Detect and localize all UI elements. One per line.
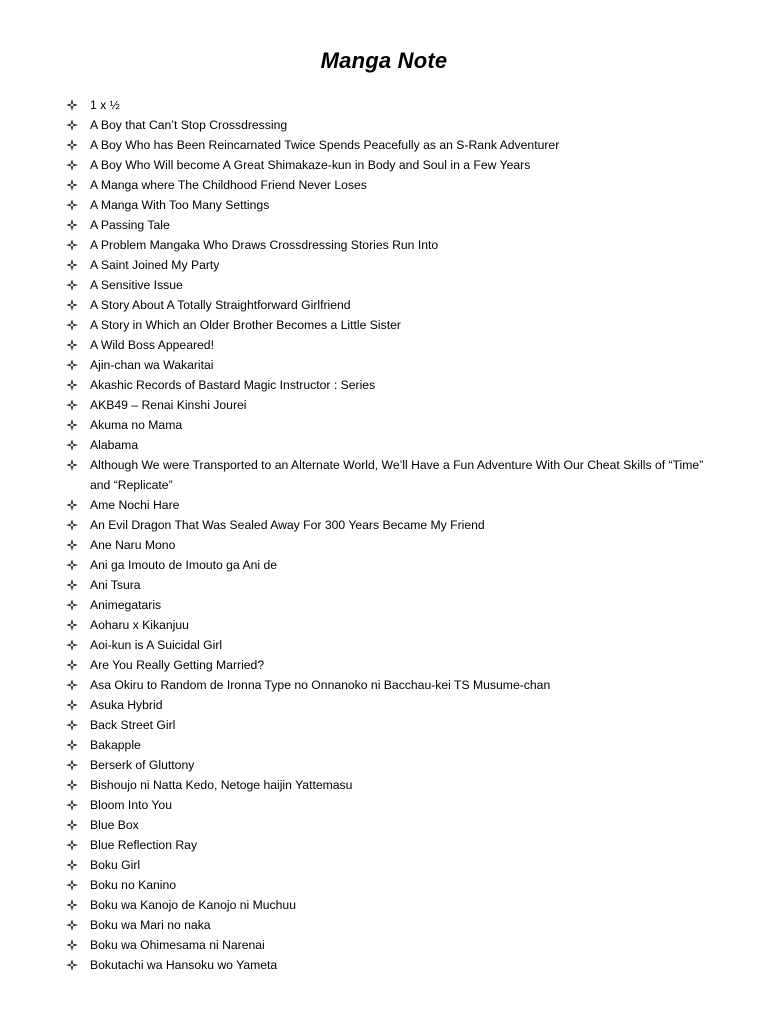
- list-item: [66, 595, 706, 615]
- list-item: [66, 855, 706, 875]
- list-item-text: Bakapple: [90, 738, 141, 752]
- list-item: [66, 415, 706, 435]
- list-item-text: AKB49 – Renai Kinshi Jourei: [90, 398, 247, 412]
- list-item: [66, 735, 706, 755]
- diamond-bullet-icon: [66, 355, 80, 375]
- diamond-bullet-icon: [66, 555, 80, 575]
- diamond-bullet-icon: [66, 235, 80, 255]
- list-item-text: A Sensitive Issue: [90, 278, 183, 292]
- diamond-bullet-icon: [66, 815, 80, 835]
- list-item-text: 1 x ½: [90, 98, 120, 112]
- list-item: [66, 115, 706, 135]
- diamond-bullet-icon: [66, 335, 80, 355]
- list-item: [66, 455, 706, 495]
- list-item: [66, 395, 706, 415]
- diamond-bullet-icon: [66, 655, 80, 675]
- list-item: [66, 875, 706, 895]
- diamond-bullet-icon: [66, 715, 80, 735]
- list-item: [66, 335, 706, 355]
- list-item: [66, 375, 706, 395]
- diamond-bullet-icon: [66, 295, 80, 315]
- list-item-text: Animegataris: [90, 598, 162, 612]
- diamond-bullet-icon: [66, 215, 80, 235]
- diamond-bullet-icon: [66, 595, 80, 615]
- diamond-bullet-icon: [66, 195, 80, 215]
- diamond-bullet-icon: [66, 795, 80, 815]
- diamond-bullet-icon: [66, 535, 80, 555]
- list-item: [66, 295, 706, 315]
- list-item: [66, 95, 706, 115]
- list-item: [66, 795, 706, 815]
- diamond-bullet-icon: [66, 115, 80, 135]
- list-item-text: A Story About A Totally Straightforward Girlfriend: [90, 298, 351, 312]
- list-item-text: Blue Reflection Ray: [90, 838, 198, 852]
- diamond-bullet-icon: [66, 315, 80, 335]
- list-item: [66, 195, 706, 215]
- diamond-bullet-icon: [66, 255, 80, 275]
- diamond-bullet-icon: [66, 495, 80, 515]
- list-item: [66, 835, 706, 855]
- list-item-text: Boku wa Kanojo de Kanojo ni Muchuu: [90, 898, 296, 912]
- list-item: [66, 495, 706, 515]
- list-item-text: A Problem Mangaka Who Draws Crossdressing Stories Run Into: [90, 238, 439, 252]
- diamond-bullet-icon: [66, 755, 80, 775]
- diamond-bullet-icon: [66, 915, 80, 935]
- diamond-bullet-icon: [66, 275, 80, 295]
- list-item-text: Blue Box: [90, 818, 139, 832]
- list-item-text: Asa Okiru to Random de Ironna Type no Onnanoko ni Bacchau-kei TS Musume-chan: [90, 678, 551, 692]
- list-item-text: Back Street Girl: [90, 718, 176, 732]
- list-item-text: A Story in Which an Older Brother Becomes a Little Sister: [90, 318, 401, 332]
- list-item: [66, 695, 706, 715]
- list-item-text: Ame Nochi Hare: [90, 498, 180, 512]
- diamond-bullet-icon: [66, 135, 80, 155]
- list-item-text: Boku Girl: [90, 858, 141, 872]
- list-item: [66, 515, 706, 535]
- diamond-bullet-icon: [66, 835, 80, 855]
- list-item-text: A Boy Who has Been Reincarnated Twice Spends Peacefully as an S-Rank Adventurer: [90, 138, 560, 152]
- diamond-bullet-icon: [66, 435, 80, 455]
- list-item-text: Aoi-kun is A Suicidal Girl: [90, 638, 223, 652]
- list-item: [66, 615, 706, 635]
- list-item-text: Ani Tsura: [90, 578, 141, 592]
- list-item: [66, 255, 706, 275]
- list-item-text: Aoharu x Kikanjuu: [90, 618, 189, 632]
- list-item-text: An Evil Dragon That Was Sealed Away For 300 Years Became My Friend: [90, 518, 485, 532]
- list-item: [66, 935, 706, 955]
- list-item: [66, 235, 706, 255]
- list-item: [66, 155, 706, 175]
- list-item-text: A Manga With Too Many Settings: [90, 198, 270, 212]
- list-item-text: A Boy that Can’t Stop Crossdressing: [90, 118, 288, 132]
- list-item-text: Akashic Records of Bastard Magic Instructor : Series: [90, 378, 376, 392]
- list-item: [66, 135, 706, 155]
- diamond-bullet-icon: [66, 575, 80, 595]
- list-item-text: Although We were Transported to an Alternate World, We’ll Have a Fun Adventure With Our Cheat Skills of “Time” and “Replicate”: [90, 458, 704, 492]
- diamond-bullet-icon: [66, 375, 80, 395]
- list-item-text: A Boy Who Will become A Great Shimakaze-kun in Body and Soul in a Few Years: [90, 158, 531, 172]
- list-item-text: Akuma no Mama: [90, 418, 183, 432]
- list-item: [66, 175, 706, 195]
- list-item-text: Bokutachi wa Hansoku wo Yameta: [90, 958, 278, 972]
- list-item-text: A Passing Tale: [90, 218, 170, 232]
- diamond-bullet-icon: [66, 675, 80, 695]
- diamond-bullet-icon: [66, 95, 80, 115]
- list-item: [66, 635, 706, 655]
- diamond-bullet-icon: [66, 935, 80, 955]
- list-item: [66, 955, 706, 975]
- list-item-text: Berserk of Gluttony: [90, 758, 195, 772]
- diamond-bullet-icon: [66, 855, 80, 875]
- list-item-text: A Wild Boss Appeared!: [90, 338, 214, 352]
- diamond-bullet-icon: [66, 155, 80, 175]
- manga-list: [66, 95, 706, 975]
- diamond-bullet-icon: [66, 695, 80, 715]
- diamond-bullet-icon: [66, 735, 80, 755]
- diamond-bullet-icon: [66, 395, 80, 415]
- diamond-bullet-icon: [66, 615, 80, 635]
- list-item: [66, 355, 706, 375]
- diamond-bullet-icon: [66, 955, 80, 975]
- list-item: [66, 675, 706, 695]
- page-title: Manga Note: [320, 48, 448, 73]
- list-item: [66, 215, 706, 235]
- list-item: [66, 815, 706, 835]
- list-item: [66, 655, 706, 675]
- list-item: [66, 895, 706, 915]
- list-item-text: Boku wa Ohimesama ni Narenai: [90, 938, 265, 952]
- list-item: [66, 575, 706, 595]
- list-item-text: Bishoujo ni Natta Kedo, Netoge haijin Yattemasu: [90, 778, 353, 792]
- diamond-bullet-icon: [66, 875, 80, 895]
- list-item-text: Bloom Into You: [90, 798, 172, 812]
- diamond-bullet-icon: [66, 515, 80, 535]
- list-item-text: Boku no Kanino: [90, 878, 177, 892]
- list-item: [66, 315, 706, 335]
- list-item-text: Asuka Hybrid: [90, 698, 163, 712]
- list-item-text: Alabama: [90, 438, 139, 452]
- diamond-bullet-icon: [66, 415, 80, 435]
- diamond-bullet-icon: [66, 175, 80, 195]
- list-item: [66, 775, 706, 795]
- list-item: [66, 435, 706, 455]
- list-item: [66, 715, 706, 735]
- list-item-text: Ane Naru Mono: [90, 538, 176, 552]
- list-item-text: A Saint Joined My Party: [90, 258, 220, 272]
- list-item-text: Ajin-chan wa Wakaritai: [90, 358, 214, 372]
- list-item: [66, 755, 706, 775]
- list-item-text: Ani ga Imouto de Imouto ga Ani de: [90, 558, 278, 572]
- diamond-bullet-icon: [66, 635, 80, 655]
- diamond-bullet-icon: [66, 455, 80, 475]
- list-item: [66, 275, 706, 295]
- list-item: [66, 915, 706, 935]
- list-item: [66, 535, 706, 555]
- list-item-text: Are You Really Getting Married?: [90, 658, 265, 672]
- list-item-text: Boku wa Mari no naka: [90, 918, 211, 932]
- diamond-bullet-icon: [66, 775, 80, 795]
- list-item-text: A Manga where The Childhood Friend Never Loses: [90, 178, 367, 192]
- list-item: [66, 555, 706, 575]
- diamond-bullet-icon: [66, 895, 80, 915]
